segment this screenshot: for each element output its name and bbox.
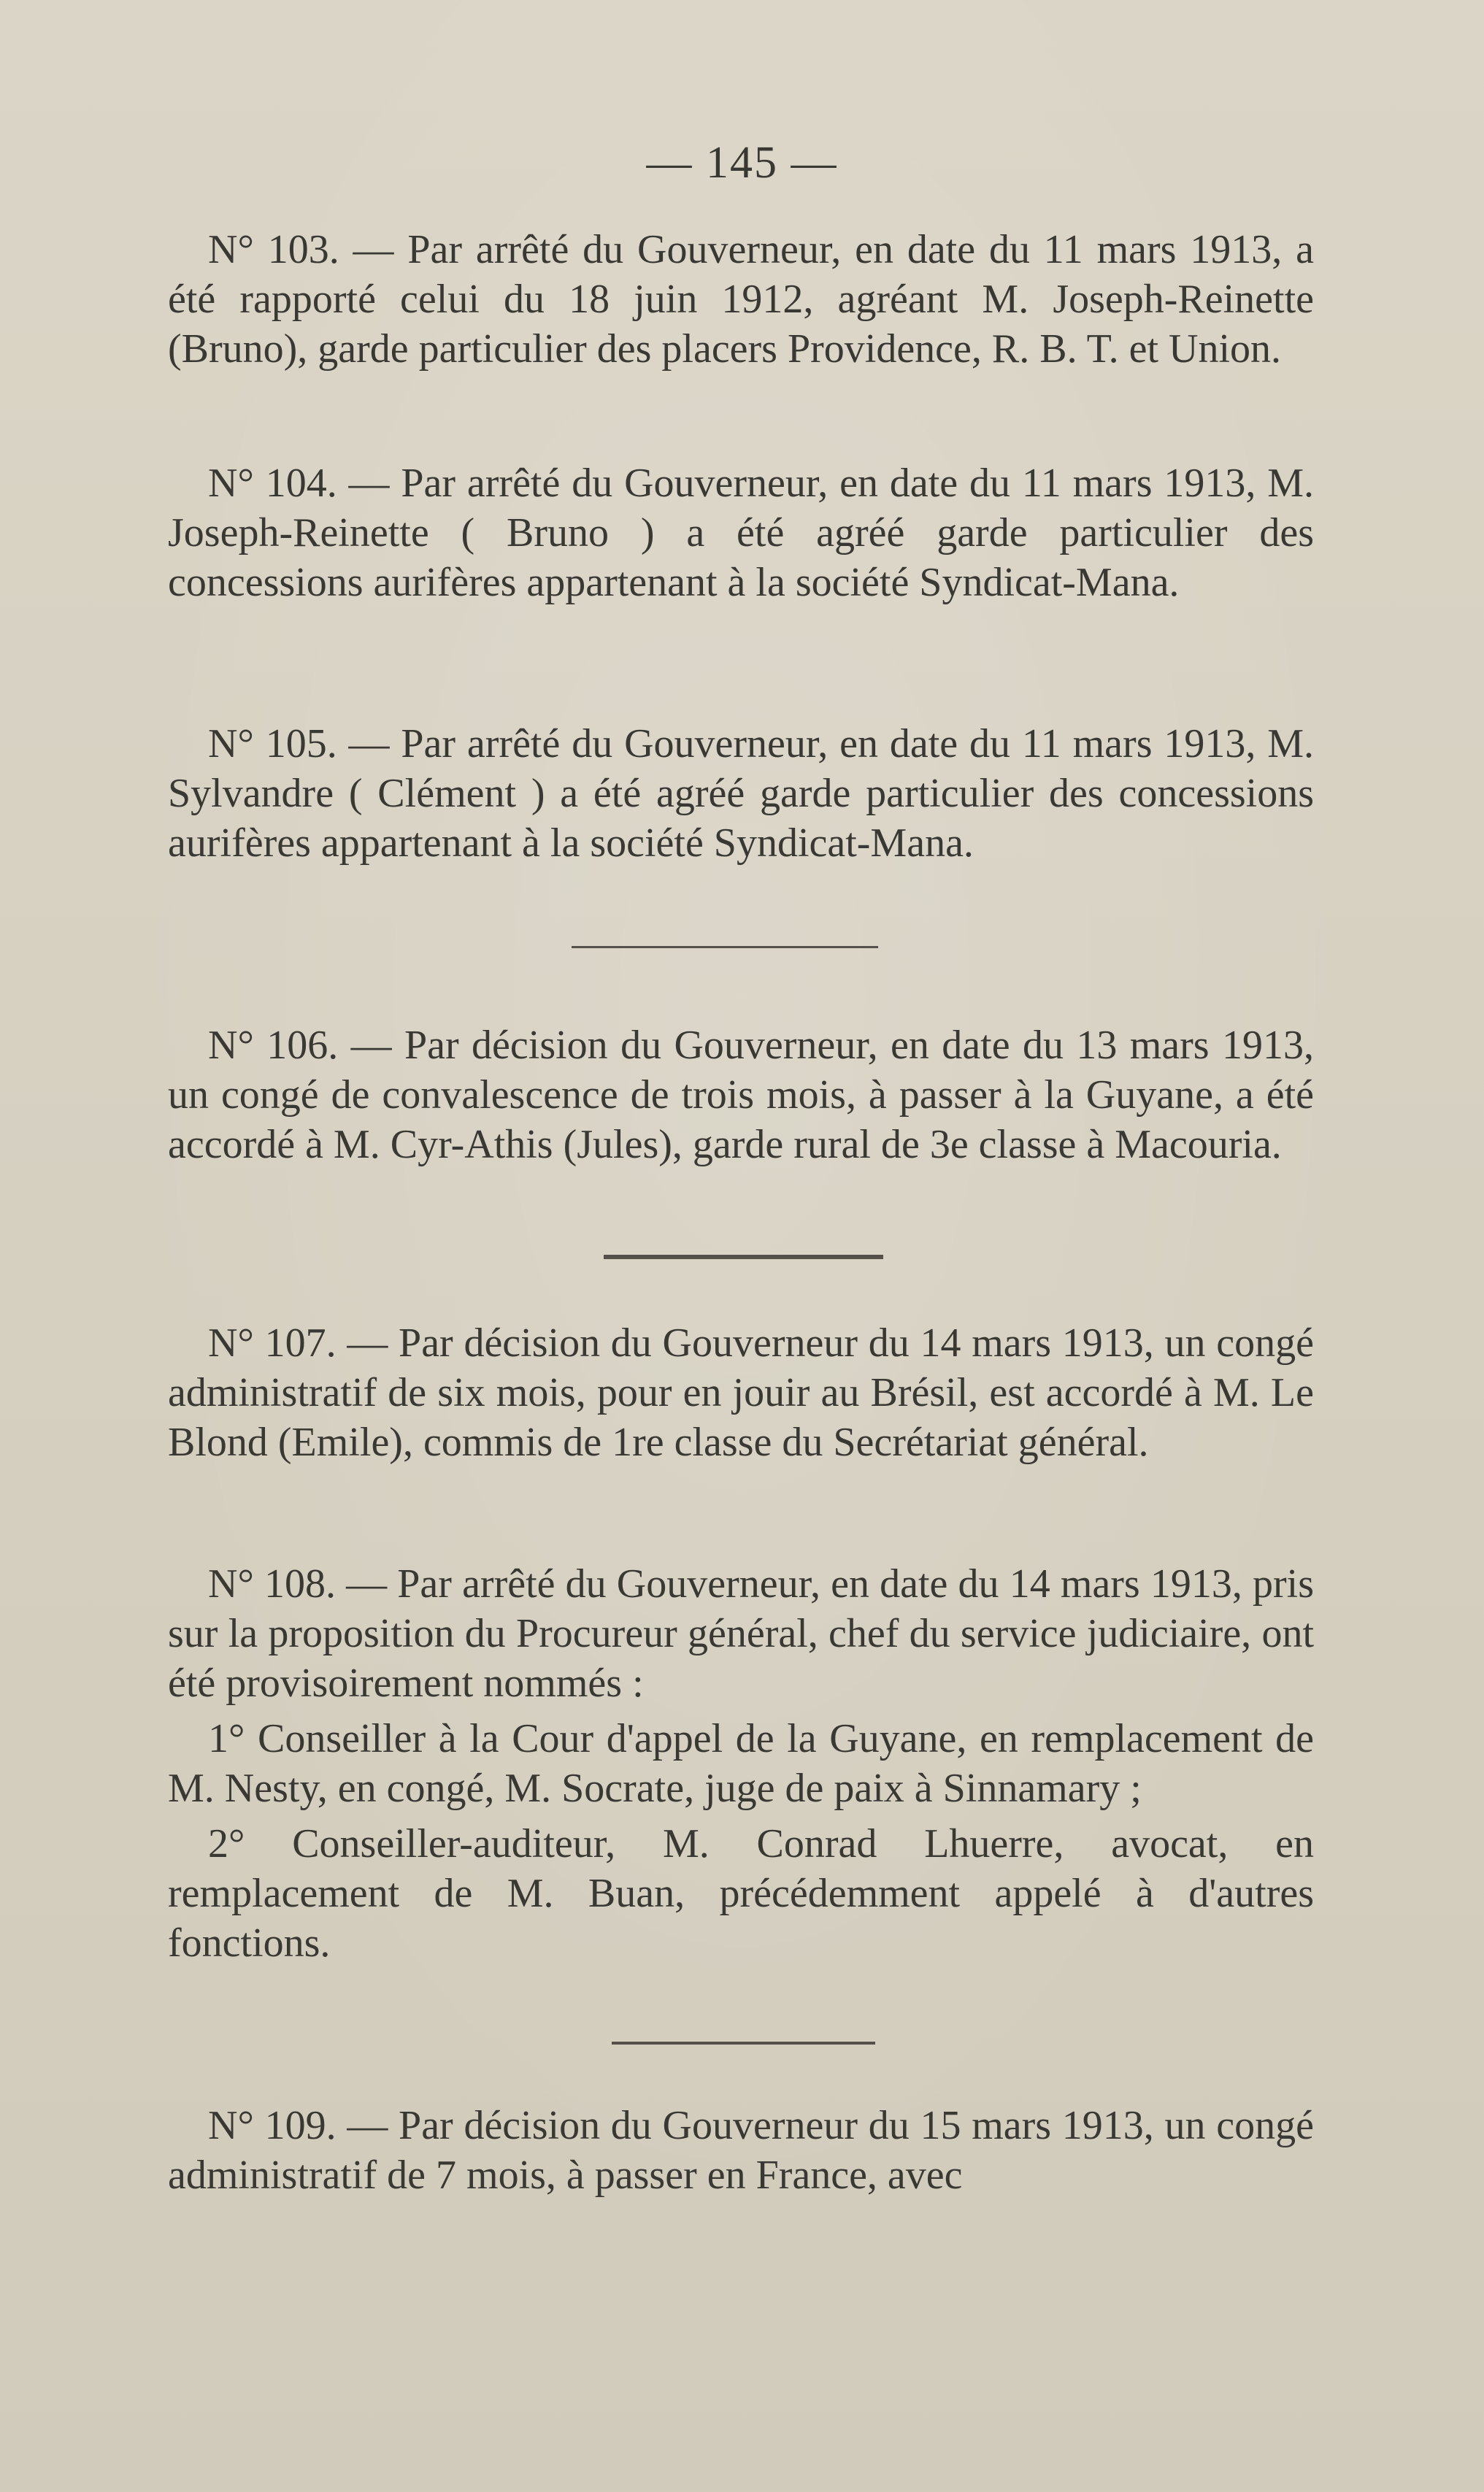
section-divider bbox=[572, 946, 878, 948]
entry-103 bbox=[168, 225, 1314, 374]
entry-text: N° 104. — Par arrêté du Gouverneur, en date du 11 mars 1913, M. Joseph-Reinette ( Bruno ) a été agréé garde particulier des concessions aurifères appartenant à la société Syndicat-Mana. bbox=[168, 461, 1314, 605]
section-divider bbox=[604, 1255, 883, 1259]
entry-105 bbox=[168, 719, 1314, 868]
entry-106 bbox=[168, 1020, 1314, 1169]
entry-108 bbox=[168, 1559, 1314, 1968]
entry-text: N° 105. — Par arrêté du Gouverneur, en date du 11 mars 1913, M. Sylvandre ( Clément ) a été agréé garde particulier des concessions aurifères appartenant à la société Syndicat-Mana. bbox=[168, 721, 1314, 866]
entry-text: N° 108. — Par arrêté du Gouverneur, en date du 14 mars 1913, pris sur la proposition du Procureur général, chef du service judiciaire, ont été provisoirement nommés : bbox=[168, 1561, 1314, 1706]
page-number: — 145 — bbox=[646, 138, 838, 188]
section-divider bbox=[612, 2042, 875, 2045]
entry-104 bbox=[168, 458, 1314, 607]
entry-text: N° 109. — Par décision du Gouverneur du 15 mars 1913, un congé administratif de 7 mois, à passer en France, avec bbox=[168, 2103, 1314, 2198]
entry-subitem-2: 2° Conseiller-auditeur, M. Conrad Lhuerre, avocat, en remplacement de M. Buan, précédemment appelé à d'autres fonctions. bbox=[168, 1821, 1314, 1966]
entry-text: N° 103. — Par arrêté du Gouverneur, en date du 11 mars 1913, a été rapporté celui du 18 juin 1912, agréant M. Joseph-Reinette (Bruno), garde particulier des placers Providence, R. B. T. et Union. bbox=[168, 227, 1314, 372]
entry-109 bbox=[168, 2101, 1314, 2200]
entry-107 bbox=[168, 1318, 1314, 1467]
entry-subitem-1: 1° Conseiller à la Cour d'appel de la Guyane, en remplacement de M. Nesty, en congé, M. Socrate, juge de paix à Sinnamary ; bbox=[168, 1716, 1314, 1811]
entry-text: N° 106. — Par décision du Gouverneur, en date du 13 mars 1913, un congé de convalescence de trois mois, à passer à la Guyane, a été accordé à M. Cyr-Athis (Jules), garde rural de 3e classe à Macouria. bbox=[168, 1023, 1314, 1167]
entry-text: N° 107. — Par décision du Gouverneur du 14 mars 1913, un congé administratif de six mois, pour en jouir au Brésil, est accordé à M. Le Blond (Emile), commis de 1re classe du Secrétariat général. bbox=[168, 1320, 1314, 1465]
